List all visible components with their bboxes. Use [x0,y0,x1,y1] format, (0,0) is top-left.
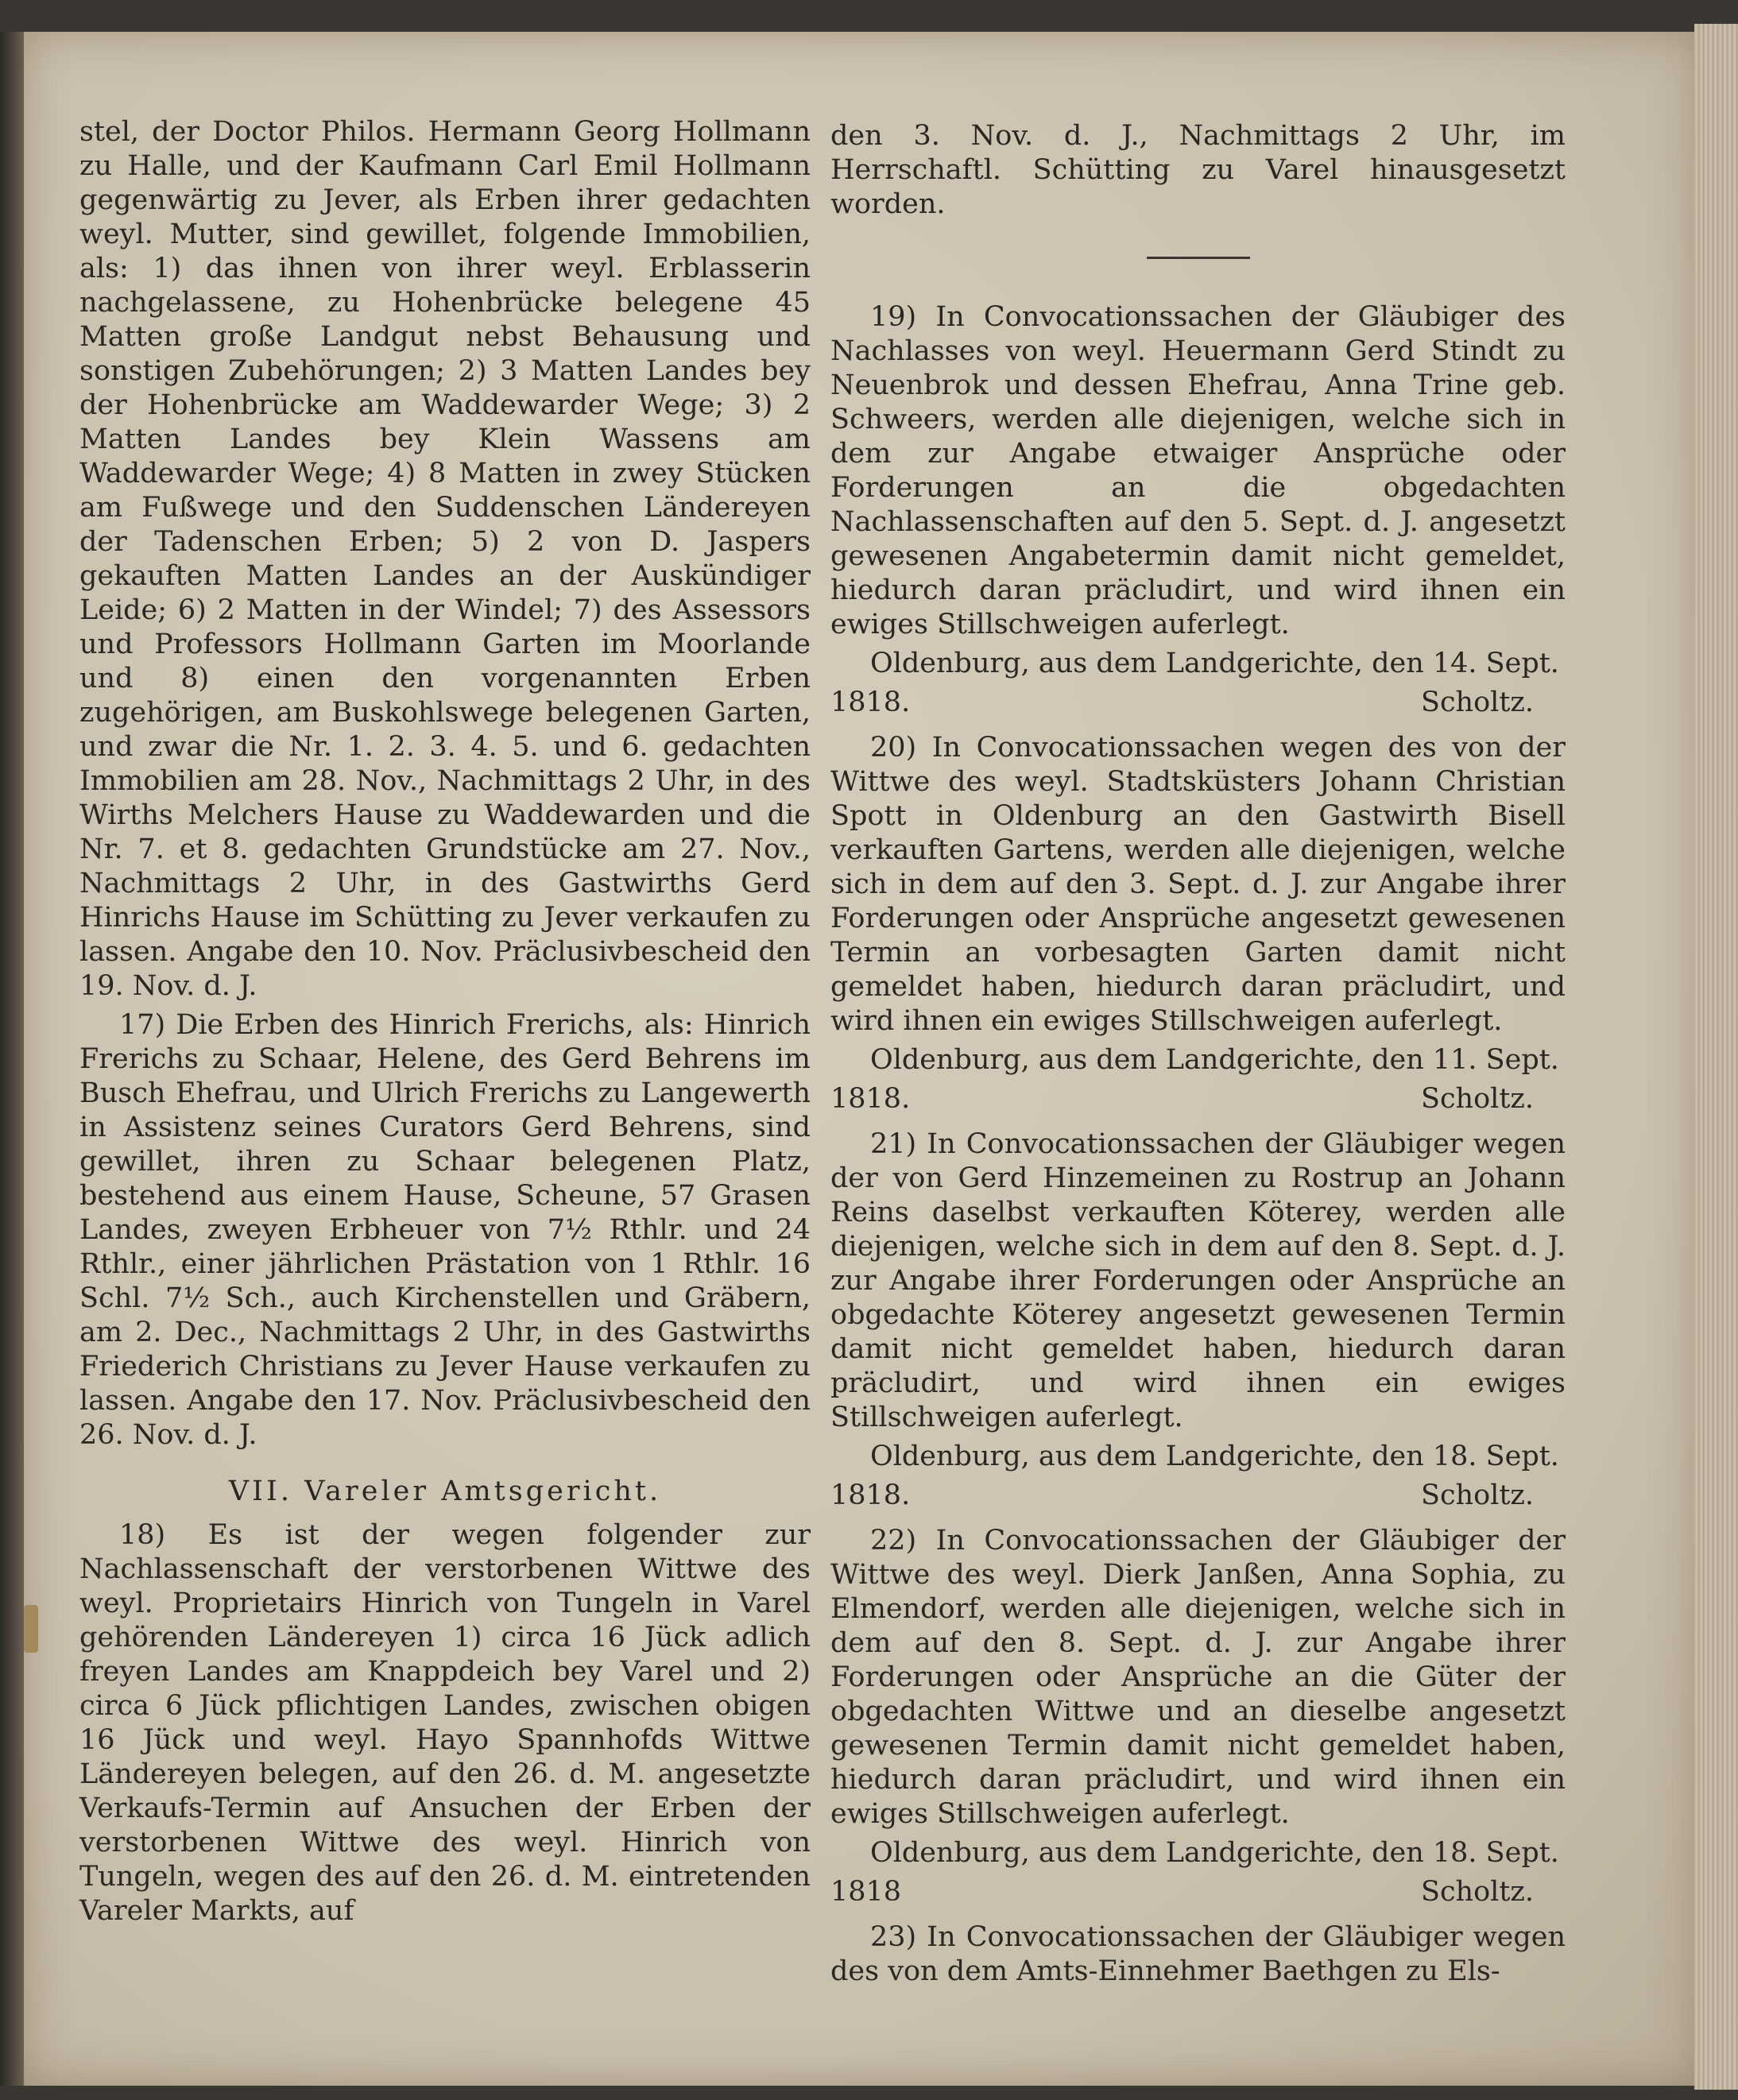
dateline-19: Oldenburg, aus dem Landgerichte, den 14. Sept. [870,648,1559,679]
left-column [79,115,811,1933]
year-19: 1818. [830,686,911,718]
paragraph-18: 18) Es ist der wegen folgender zur Nachlassenschaft der verstorbenen Wittwe des weyl. Proprietairs Hinrich von Tungeln in Varel gehörenden Ländereyen 1) circa 16 Jück adlich freyen Landes am Knappdeich bey Varel und 2) circa 6 Jück pflichtigen Landes, zwischen obigen 16 Jück und weyl. Hayo Spannhofds Wittwe Ländereyen belegen, auf den 26. d. M. angesetzte Verkaufs-Termin auf Ansuchen der Erben der verstorbenen Wittwe des weyl. Hinrich von Tungeln, wegen des auf den 26. d. M. eintretenden Vareler Markts, auf [79,1519,811,1927]
page-edges [1694,24,1738,2090]
section-heading: VII. Vareler Amtsgericht. [228,1475,662,1507]
year-22: 1818 [830,1876,902,1908]
paragraph-20: 20) In Convocationssachen wegen des von der Wittwe des weyl. Stadtsküsters Johann Christian Spott in Oldenburg an den Gastwirth Bisell verkauften Gartens, werden alle diejenigen, welche sich in dem auf den 3. Sept. d. J. zur Angabe ihrer Forderungen oder Ansprüche angesetzt gewesenen Termin an vorbesagten Garten damit nicht gemeldet haben, hiedurch daran präcludirt, und wird ihnen ein ewiges Stillschweigen auferlegt. [830,732,1566,1037]
paragraph-16-continued: stel, der Doctor Philos. Hermann Georg Hollmann zu Halle, und der Kaufmann Carl Emil Hollmann gegenwärtig zu Jever, als Erben ihrer gedachten weyl. Mutter, sind gewillet, folgende Immobilien, als: 1) das ihnen von ihrer weyl. Erblasserin nachgelassene, zu Hohenbrücke belegene 45 Matten große Landgut nebst Behausung und sonstigen Zubehörungen; 2) 3 Matten Landes bey der Hohenbrücke am Waddewarder Wege; 3) 2 Matten Landes bey Klein Wassens am Waddewarder Wege; 4) 8 Matten in zwey Stücken am Fußwege und den Suddenschen Ländereyen der Tadenschen Erben; 5) 2 von D. Jaspers gekauften Matten Landes an der Auskündiger Leide; 6) 2 Matten in der Windel; 7) des Assessors und Professors Hollmann Garten im Moorlande und 8) einen den vorgenannten Erben zugehörigen, am Buskohlswege belegenen Garten, und zwar die Nr. 1. 2. 3. 4. 5. und 6. gedachten Immobilien am 28. Nov., Nachmittags 2 Uhr, in des Wirths Melchers Hause zu Waddewarden und die Nr. 7. et 8. gedachten Grundstücke am 27. Nov., Nachmittags 2 Uhr, in des Gastwirths Gerd Hinrichs Hause im Schütting zu Jever verkaufen zu lassen. Angabe den 10. Nov. Präclusivbescheid den 19. Nov. d. J. [79,116,811,1002]
year-20: 1818. [830,1083,911,1115]
signature-line-20 [830,1082,1566,1116]
signature-19: Scholtz. [1420,686,1534,718]
right-column [830,119,1566,1994]
signature-20: Scholtz. [1420,1083,1534,1115]
paragraph-19: 19) In Convocationssachen der Gläubiger des Nachlasses von weyl. Heuermann Gerd Stindt zu Neuenbrok und dessen Ehefrau, Anna Trine geb. Schweers, werden alle diejenigen, welche sich in dem zur Angabe etwaiger Ansprüche oder Forderungen an die obgedachten Nachlassenschaften auf den 5. Sept. d. J. angesetzt gewesenen Angabetermin damit nicht gemeldet, hiedurch daran präcludirt, und wird ihnen ein ewiges Stillschweigen auferlegt. [830,301,1566,640]
section-divider [1147,257,1250,259]
signature-line-19 [830,686,1566,720]
dateline-21: Oldenburg, aus dem Landgerichte, den 18. Sept. [870,1441,1559,1472]
paragraph-22: 22) In Convocationssachen der Gläubiger der Wittwe des weyl. Dierk Janßen, Anna Sophia, zu Elmendorf, werden alle diejenigen, welche sich in dem auf den 8. Sept. d. J. zur Angabe ihrer Forderungen oder Ansprüche an die Güter der obgedachten Wittwe und an dieselbe angesetzt gewesenen Termin damit nicht gemeldet haben, hiedurch daran präcludirt, und wird ihnen ein ewiges Stillschweigen auferlegt. [830,1525,1566,1830]
signature-22: Scholtz. [1420,1876,1534,1908]
paragraph-23: 23) In Convocationssachen der Gläubiger wegen des von dem Amts-Einnehmer Baethgen zu Els- [830,1921,1566,1987]
year-21: 1818. [830,1479,911,1511]
paragraph-18-continued: den 3. Nov. d. J., Nachmittags 2 Uhr, im Herrschaftl. Schütting zu Varel hinausgesetzt worden. [830,120,1566,220]
paragraph-17: 17) Die Erben des Hinrich Frerichs, als: Hinrich Frerichs zu Schaar, Helene, des Gerd Behrens im Busch Ehefrau, und Ulrich Frerichs zu Langewerth in Assistenz seines Curators Gerd Behrens, sind gewillet, ihren zu Schaar belegenen Platz, bestehend aus einem Hause, Scheune, 57 Grasen Landes, zweyen Erbheuer von 7½ Rthlr. und 24 Rthlr., einer jährlichen Prästation von 1 Rthlr. 16 Schl. 7½ Sch., auch Kirchenstellen und Gräbern, am 2. Dec., Nachmittags 2 Uhr, in des Gastwirths Friederich Christians zu Jever Hause verkaufen zu lassen. Angabe den 17. Nov. Präclusivbescheid den 26. Nov. d. J. [79,1009,811,1451]
signature-line-21 [830,1479,1566,1513]
signature-line-22 [830,1875,1566,1909]
signature-21: Scholtz. [1420,1479,1534,1511]
paragraph-21: 21) In Convocationssachen der Gläubiger wegen der von Gerd Hinzemeinen zu Rostrup an Johann Reins daselbst verkauften Köterey, werden alle diejenigen, welche sich in dem auf den 8. Sept. d. J. zur Angabe ihrer Forderungen oder Ansprüche an obgedachte Köterey angesetzt gewesenen Termin damit nicht gemeldet haben, hiedurch daran präcludirt, und wird ihnen ein ewiges Stillschweigen auferlegt. [830,1128,1566,1433]
dateline-20: Oldenburg, aus dem Landgerichte, den 11. Sept. [870,1044,1559,1076]
book-spine [0,32,24,2086]
book-page [24,32,1701,2086]
paper-stain [24,1605,38,1653]
dateline-22: Oldenburg, aus dem Landgerichte, den 18. Sept. [870,1837,1559,1869]
